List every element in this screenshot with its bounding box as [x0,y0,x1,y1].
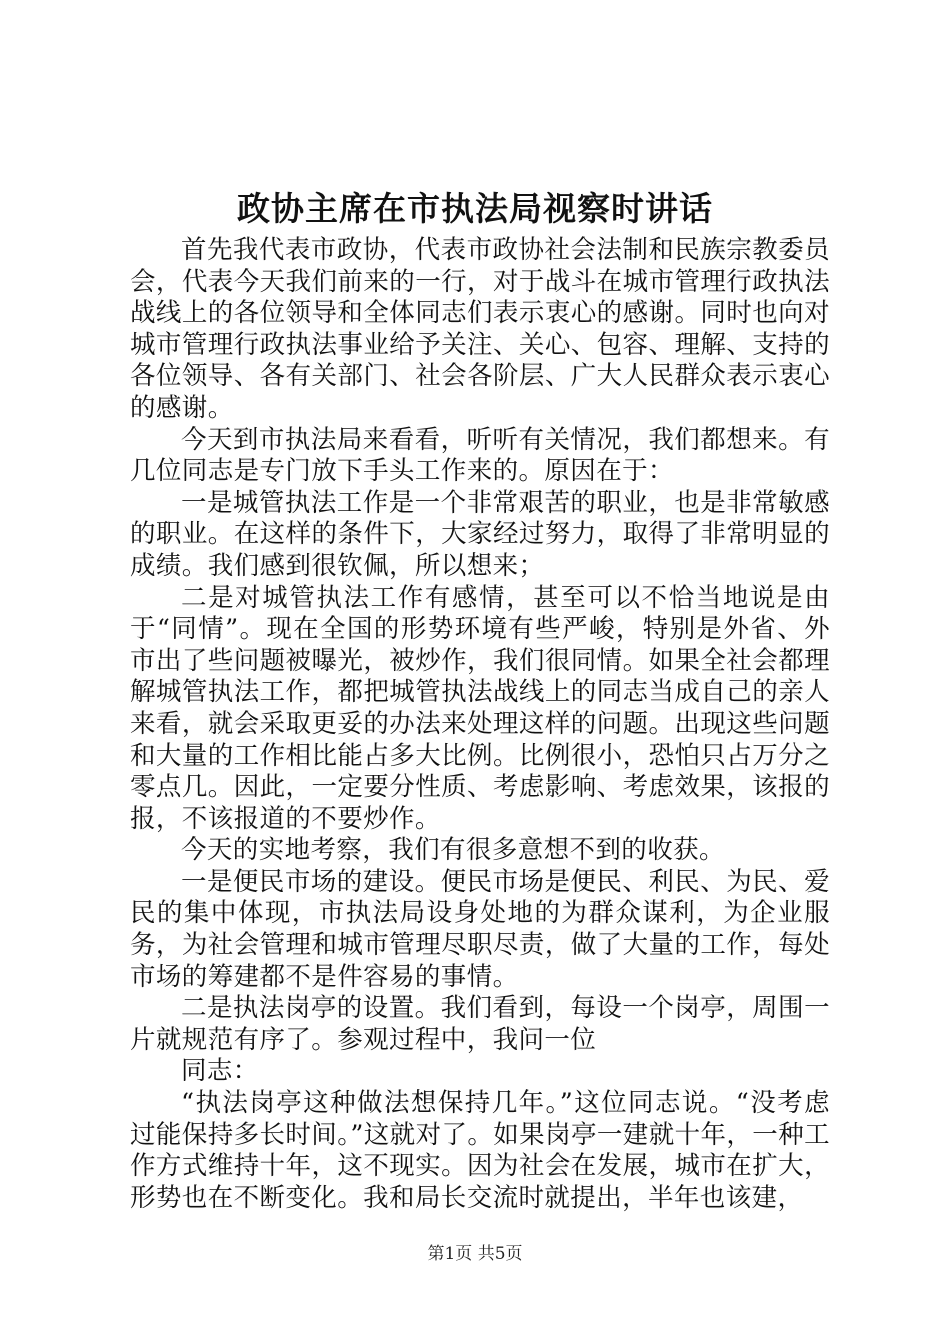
paragraph-1: 首先我代表市政协，代表市政协社会法制和民族宗教委员会，代表今天我们前来的一行，对于战斗在城市管理行政执法战线上的各位领导和全体同志们表示衷心的感谢。同时也向对城市管理行政执法事业给予关注、关心、包容、理解、支持的各位领导、各有关部门、社会各阶层、广大人民群众表示衷心的感谢。 [130,235,830,423]
paragraph-5: 今天的实地考察，我们有很多意想不到的收获。 [181,835,725,866]
document-title: 政协主席在市执法局视察时讲话 [237,189,713,228]
paragraph-3: 一是城管执法工作是一个非常艰苦的职业，也是非常敏感的职业。在这样的条件下，大家经过努力，取得了非常明显的成绩。我们感到很钦佩，所以想来； [130,487,830,581]
document-body [130,235,830,1214]
paragraph-7: 二是执法岗亭的设置。我们看到，每设一个岗亭，周围一片就规范有序了。参观过程中，我问一位 [130,993,830,1055]
paragraph-2: 今天到市执法局来看看，听听有关情况，我们都想来。有几位同志是专门放下手头工作来的。原因在于： [130,424,830,487]
paragraph-6: 一是便民市场的建设。便民市场是便民、利民、为民、爱民的集中体现，市执法局设身处地的为群众谋利，为企业服务，为社会管理和城市管理尽职尽责，做了大量的工作，每处市场的筹建都不是件容易的事情。 [130,866,830,992]
paragraph-4: 二是对城管执法工作有感情，甚至可以不恰当地说是由于“同情”。现在全国的形势环境有些严峻，特别是外省、外市出了些问题被曝光，被炒作，我们很同情。如果全社会都理解城管执法工作，都把城管执法战线上的同志当成自己的亲人来看，就会采取更妥的办法来处理这样的问题。出现这些问题和大量的工作相比能占多大比例。比例很小，恐怕只占万分之零点几。因此，一定要分性质、考虑影响、考虑效果，该报的报，不该报道的不要炒作。 [130,582,830,834]
paragraph-8: 同志： [181,1056,259,1087]
paragraph-9: “执法岗亭这种做法想保持几年。”这位同志说。“没考虑过能保持多长时间。”这就对了。如果岗亭一建就十年，一种工作方式维持十年，这不现实。因为社会在发展，城市在扩大，形势也在不断变化。我和局长交流时就提出，半年也该建， [130,1088,830,1213]
page-indicator: 第1页 共5页 [427,1244,523,1264]
